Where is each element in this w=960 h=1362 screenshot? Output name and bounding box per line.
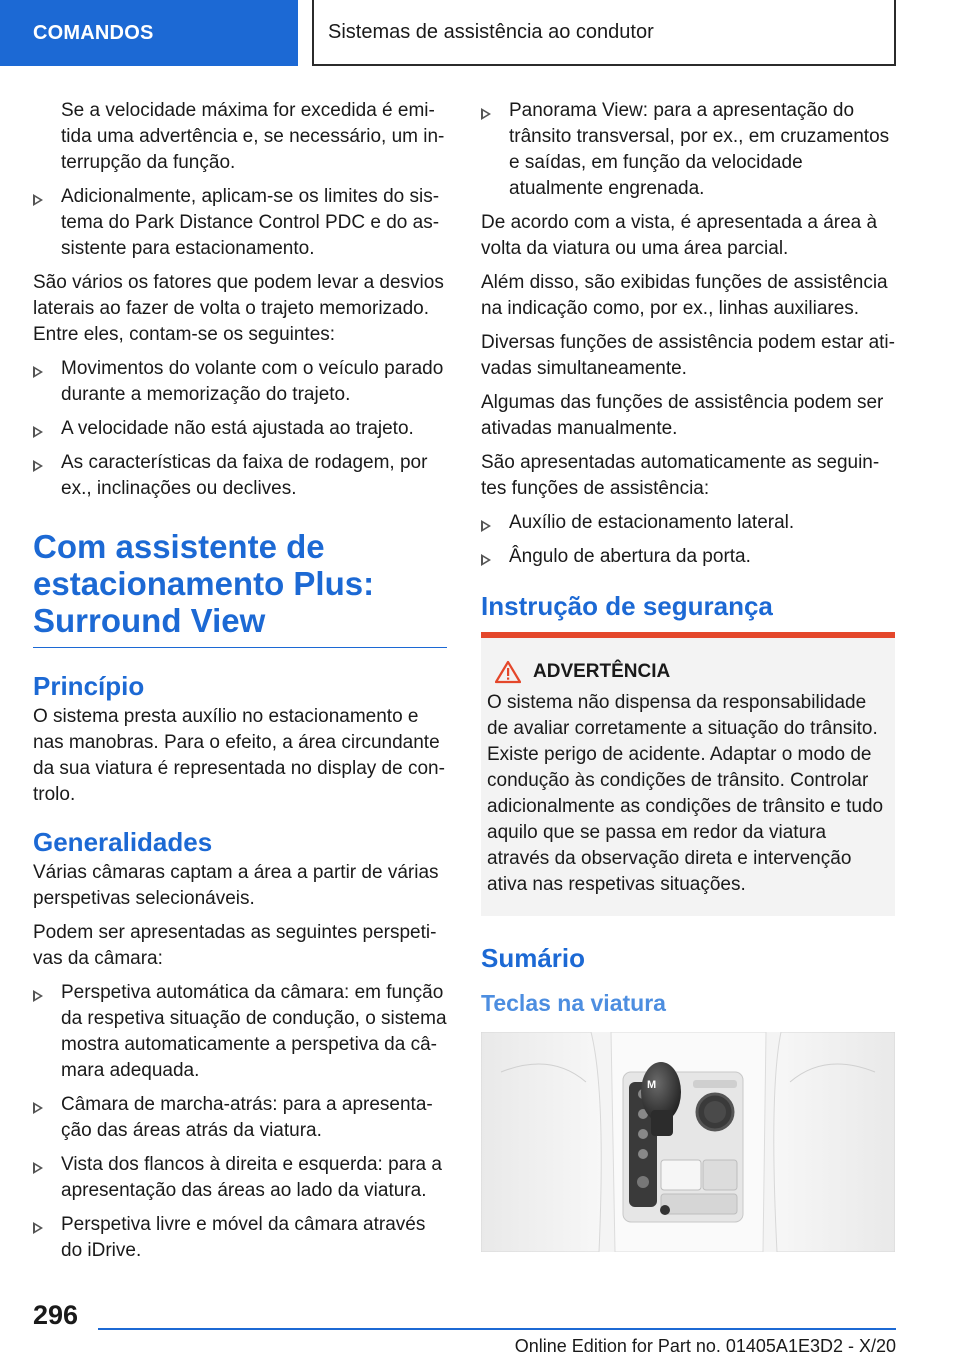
heading-general: Generalidades <box>33 827 213 857</box>
list-item: As características da faixa de rodagem, por ex., inclinações ou declives. <box>33 450 447 502</box>
section-tab: COMANDOS <box>0 0 298 66</box>
warning-box <box>481 638 895 916</box>
chapter-title: Sistemas de assistência ao condutor <box>312 0 896 66</box>
left-column <box>33 98 447 1272</box>
main-heading: Com assistente de estacionamento Plus: Surround View <box>33 528 447 648</box>
list-item: Câmara de marcha-atrás: para a apresentação das áreas atrás da viatura. <box>33 1092 447 1144</box>
heading-principle: Princípio <box>33 671 145 701</box>
bullet-triangle-icon <box>33 426 43 438</box>
intro-continuation: Se a velocidade máxima for excedida é emitida uma advertência e, se necessário, um interrupção da função. <box>61 100 445 173</box>
bullet-triangle-icon <box>481 554 491 566</box>
bullet-triangle-icon <box>33 1162 43 1174</box>
footer-edition: Online Edition for Part no. 01405A1E3D2 - X/20 <box>514 1336 896 1356</box>
list-item: Perspetiva livre e móvel da câmara através do iDrive. <box>33 1212 447 1264</box>
heading-summary: Sumário <box>481 943 586 973</box>
view-text-4: Algumas das funções de assistência podem ser ativadas manualmente. <box>481 392 884 439</box>
heading-buttons: Teclas na viatura <box>481 990 666 1016</box>
principle-text: O sistema presta auxílio no estacionamento e nas manobras. Para o efeito, a área circundante da sua viatura é representada no display de controlo. <box>33 706 445 805</box>
assist-functions-list <box>481 510 895 570</box>
list-item: Ângulo de abertura da porta. <box>481 544 895 570</box>
center-console-illustration <box>481 1032 895 1252</box>
footer-rule <box>98 1328 896 1330</box>
view-text-5: São apresentadas automaticamente as seguintes funções de assistência: <box>481 452 880 499</box>
list-item: Panorama View: para a apresentação do trânsito transversal, por ex., em cruzamentos e saídas, em função da velocidade atualmente engrenada. <box>481 98 895 202</box>
list-item: Auxílio de estacionamento lateral. <box>481 510 895 536</box>
general-text-2: Podem ser apresentadas as seguintes perspetivas da câmara: <box>33 922 437 969</box>
list-item: Movimentos do volante com o veículo parado durante a memorização do trajeto. <box>33 356 447 408</box>
bullet-triangle-icon <box>33 366 43 378</box>
heading-safety: Instrução de segurança <box>481 591 773 621</box>
view-text-3: Diversas funções de assistência podem estar ativadas simultaneamente. <box>481 332 895 379</box>
list-item: Vista dos flancos à direita e esquerda: para a apresentação das áreas ao lado da viatura. <box>33 1152 447 1204</box>
bullet-triangle-icon <box>33 990 43 1002</box>
bullet-triangle-icon <box>33 460 43 472</box>
warning-title: ADVERTÊNCIA <box>487 660 885 684</box>
view-text-1: De acordo com a vista, é apresentada a área à volta da viatura ou uma área parcial. <box>481 212 878 259</box>
bullet-triangle-icon <box>33 1102 43 1114</box>
bullet-triangle-icon <box>481 108 491 120</box>
panorama-list <box>481 98 895 202</box>
perspectives-list <box>33 980 447 1264</box>
list-item: Perspetiva automática da câmara: em função da respetiva situação de condução, o sistema mostra automaticamente a perspetiva da câmara adequada. <box>33 980 447 1084</box>
bullet-triangle-icon <box>481 520 491 532</box>
list-item: A velocidade não está ajustada ao trajeto. <box>33 416 447 442</box>
right-column <box>481 98 895 1252</box>
bullet-triangle-icon <box>33 194 43 206</box>
factors-list <box>33 356 447 502</box>
view-text-2: Além disso, são exibidas funções de assistência na indicação como, por ex., linhas auxiliares. <box>481 272 888 319</box>
general-text-1: Várias câmaras captam a área a partir de várias perspetivas selecionáveis. <box>33 862 439 909</box>
center-console-image <box>481 1032 895 1252</box>
warning-text: O sistema não dispensa da responsabilidade de avaliar corretamente a situação do trânsito. Existe perigo de acidente. Adaptar o modo de condução às condições de trânsito. Controlar adicionalmente as condições de trânsito e tudo aquilo que se passa em redor da viatura através da observação direta e intervenção ativa nas respetivas situações. <box>487 692 884 895</box>
warning-triangle-icon <box>495 660 521 684</box>
deviation-paragraph: São vários os fatores que podem levar a desvios laterais ao fazer de volta o trajeto memorizado. Entre eles, contam-se os seguintes: <box>33 272 444 345</box>
limits-list <box>33 184 447 262</box>
bullet-triangle-icon <box>33 1222 43 1234</box>
page-number: 296 <box>33 1300 79 1330</box>
list-item: Adicionalmente, aplicam-se os limites do sistema do Park Distance Control PDC e do assistente para estacionamento. <box>33 184 447 262</box>
m-logo: M <box>647 1079 657 1091</box>
